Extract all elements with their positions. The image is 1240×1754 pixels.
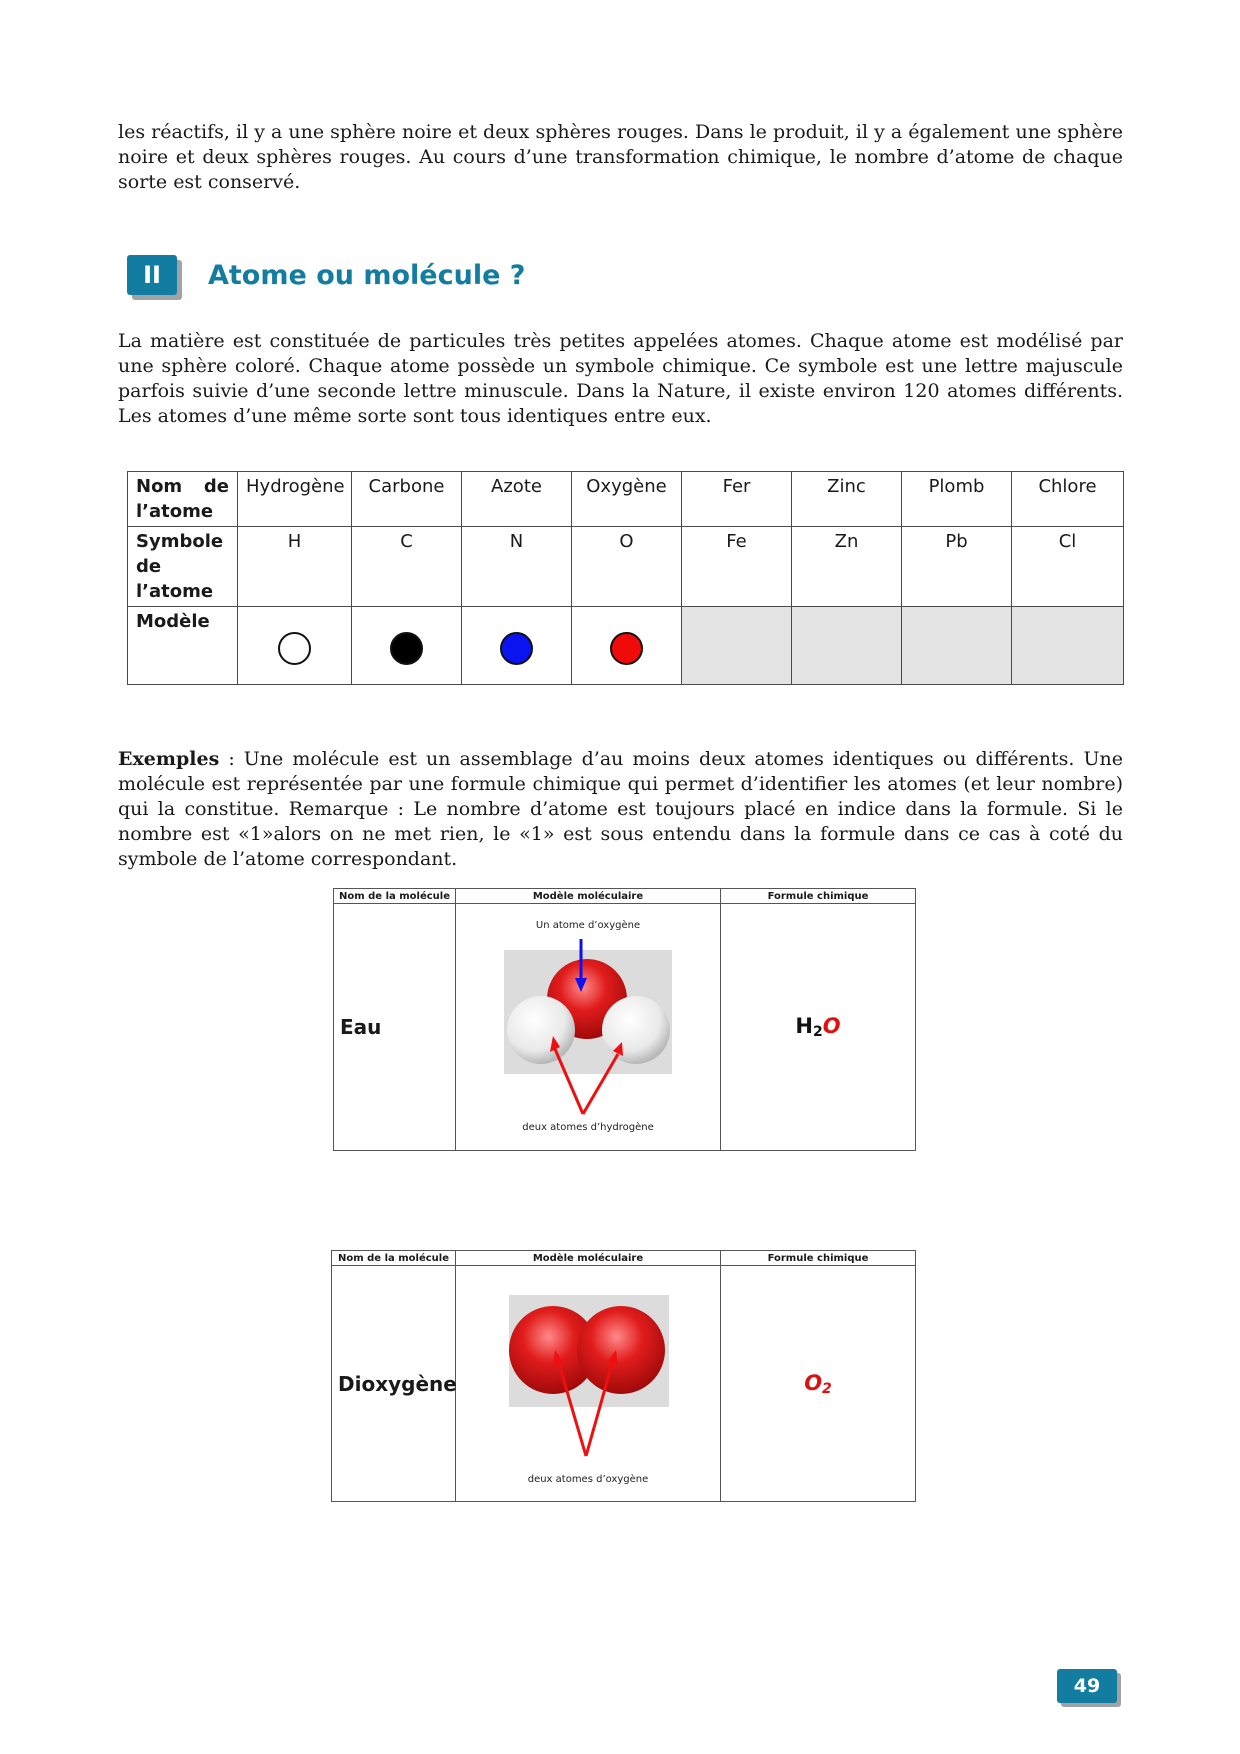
mol-header-name: Nom de la molécule — [332, 1251, 456, 1266]
name-header-a: Nom — [136, 476, 183, 497]
examples-text: : Une molécule est un assemblage d’au moins deux atomes identiques ou différents. Une molécule est représentée par une formule chimique qui permet d’identifier les atomes (et leur nombre) qui la constitue. Remarque : Le nombre d’atome est toujours placé en indice dans la formule. Si le nombre est «1»alors on ne met rien, le «1» est sous entendu dans la formule dans ce cas à coté du symbole de l’atome correspondant. — [118, 748, 1123, 870]
atom-name-row — [128, 472, 1124, 527]
hydrogen-ball-left — [507, 996, 575, 1064]
atom-symbol-row — [128, 527, 1124, 607]
atom-model-row — [128, 607, 1124, 685]
examples-label: Exemples — [118, 748, 220, 770]
dioxygen-molecule-table — [331, 1250, 916, 1502]
symbol-header: Symbole de l’atome — [128, 527, 238, 607]
model-cell-empty — [902, 607, 1012, 685]
model-cell-nitrogen — [462, 607, 572, 685]
model-cell-carbon — [352, 607, 462, 685]
carbon-sphere — [390, 632, 423, 665]
mol-header-formula: Formule chimique — [721, 889, 916, 904]
model-cell-hydrogen — [238, 607, 352, 685]
matter-paragraph: La matière est constituée de particules très petites appelées atomes. Chaque atome est modélisé par une sphère coloré. Chaque atome possède un symbole chimique. Ce symbole est une lettre majuscule parfois suivie d’une seconde lettre minuscule. Dans la Nature, il existe environ 120 atomes différents. Les atomes d’une même sorte sont tous identiques entre eux. — [118, 330, 1123, 427]
oxygen-sphere — [610, 632, 643, 665]
name-header — [128, 472, 238, 527]
water-formula — [721, 904, 916, 1151]
atom-name: Oxygène — [572, 472, 682, 527]
formula-symbol: O — [822, 1014, 841, 1038]
atom-symbol: Pb — [902, 527, 1012, 607]
water-model-cell — [456, 904, 721, 1151]
atom-symbol: H — [238, 527, 352, 607]
atom-table — [127, 471, 1124, 685]
page-number: 49 — [1057, 1669, 1117, 1703]
formula-subscript: 2 — [822, 1380, 832, 1397]
atom-name: Zinc — [792, 472, 902, 527]
section-title: Atome ou molécule ? — [208, 260, 526, 291]
dioxygen-molecule-model — [456, 1266, 721, 1501]
section-number-badge: II — [127, 255, 177, 295]
dioxygen-formula — [721, 1266, 916, 1502]
atom-name: Chlore — [1012, 472, 1124, 527]
model-cell-oxygen — [572, 607, 682, 685]
oxygen-ball-right — [577, 1306, 665, 1394]
atom-symbol: O — [572, 527, 682, 607]
model-cell-empty — [1012, 607, 1124, 685]
atom-symbol: Fe — [682, 527, 792, 607]
model-cell-empty — [792, 607, 902, 685]
formula-symbol: H — [795, 1014, 813, 1038]
atom-symbol: Cl — [1012, 527, 1124, 607]
atom-symbol: Zn — [792, 527, 902, 607]
formula-symbol: O — [804, 1370, 823, 1395]
atom-name: Fer — [682, 472, 792, 527]
atom-name: Carbone — [352, 472, 462, 527]
mol-header-model: Modèle moléculaire — [456, 889, 721, 904]
hydrogen-sphere — [278, 632, 311, 665]
oxygen-atoms-caption: deux atomes d’oxygène — [527, 1474, 649, 1485]
molecule-name: Dioxygène — [332, 1266, 456, 1502]
model-cell-empty — [682, 607, 792, 685]
dioxygen-model-cell — [456, 1266, 721, 1502]
atom-name: Hydrogène — [238, 472, 352, 527]
hydrogen-atoms-caption: deux atomes d’hydrogène — [522, 1122, 654, 1133]
atom-symbol: N — [462, 527, 572, 607]
atom-symbol: C — [352, 527, 462, 607]
formula-subscript: 2 — [812, 1024, 823, 1040]
water-molecule-model — [456, 904, 721, 1150]
intro-paragraph: les réactifs, il y a une sphère noire et deux sphères rouges. Dans le produit, il y a également une sphère noire et deux sphères rouges. Au cours d’une transformation chimique, le nombre d’atome de chaque sorte est conservé. — [118, 121, 1123, 193]
name-header-b: de — [203, 476, 229, 497]
examples-paragraph — [118, 747, 1123, 872]
atom-name: Azote — [462, 472, 572, 527]
model-header: Modèle — [128, 607, 238, 685]
water-molecule-table — [333, 888, 916, 1151]
nitrogen-sphere — [500, 632, 533, 665]
oxygen-atom-caption: Un atome d’oxygène — [535, 920, 641, 931]
mol-header-model: Modèle moléculaire — [456, 1251, 721, 1266]
hydrogen-ball-right — [602, 996, 670, 1064]
mol-header-formula: Formule chimique — [721, 1251, 916, 1266]
atom-name: Plomb — [902, 472, 1012, 527]
mol-header-name: Nom de la molécule — [334, 889, 456, 904]
molecule-name: Eau — [334, 904, 456, 1151]
name-header-c: l’atome — [136, 501, 214, 522]
